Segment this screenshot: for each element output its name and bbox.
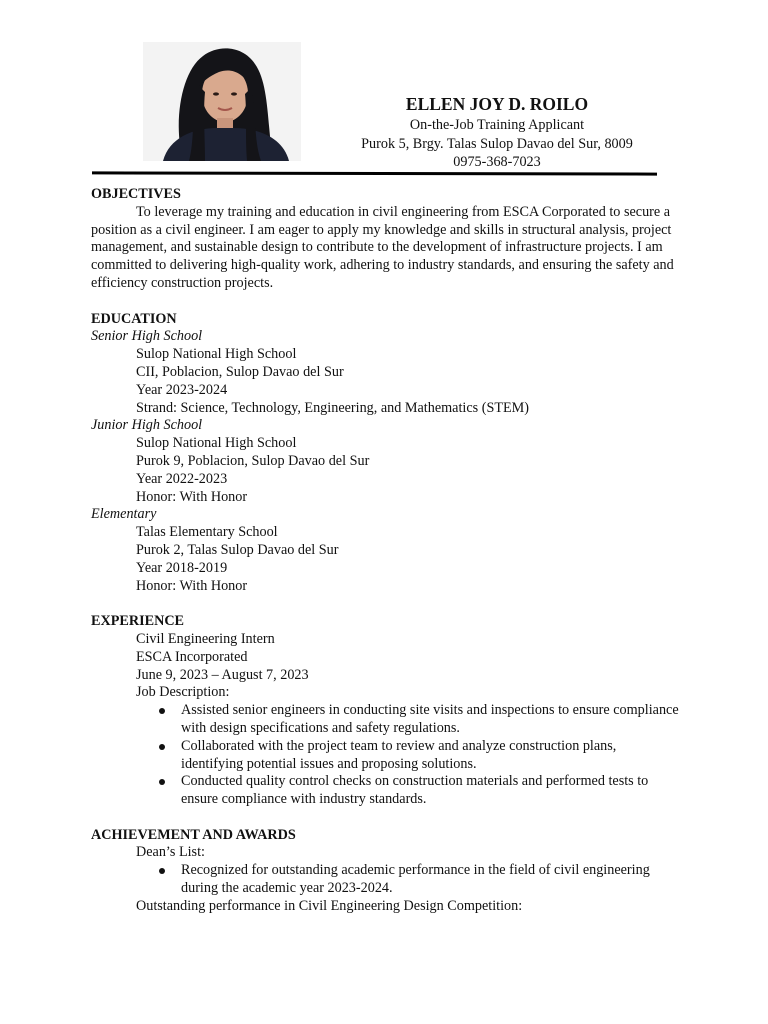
junior-high-address: Purok 9, Poblacion, Sulop Davao del Sur bbox=[136, 452, 370, 469]
list-item: Assisted senior engineers in conducting site visits and inspections to ensure compliance with design specifications and safety regulations. bbox=[181, 702, 681, 738]
senior-high-strand: Strand: Science, Technology, Engineering, and Mathematics (STEM) bbox=[136, 399, 530, 416]
profile-photo bbox=[143, 42, 301, 161]
list-item: Recognized for outstanding academic performance in the field of civil engineering during the academic year 2023-2024. bbox=[181, 862, 681, 898]
experience-company: ESCA Incorporated bbox=[136, 648, 248, 665]
senior-high-address: CII, Poblacion, Sulop Davao del Sur bbox=[136, 363, 344, 380]
elementary-level: Elementary bbox=[91, 506, 157, 523]
junior-high-level: Junior High School bbox=[91, 417, 203, 434]
objectives-text: To leverage my training and education in civil engineering from ESCA Corporated to secure a position as a civil engineer. I am eager to apply my knowledge and skills in structural analysis, project management, and sustainable design to contribute to the development of infrastructure projects. I am committed to delivering high-quality work, adhering to industry standards, and ensuring the safety and efficiency construction projects. bbox=[91, 203, 674, 291]
senior-high-school: Sulop National High School bbox=[136, 346, 297, 363]
award-deans-list: Dean’s List: bbox=[136, 844, 205, 861]
junior-high-honor: Honor: With Honor bbox=[136, 488, 248, 505]
bullet-icon bbox=[159, 868, 165, 874]
elementary-honor: Honor: With Honor bbox=[136, 577, 248, 594]
header-divider bbox=[92, 171, 657, 175]
senior-high-level: Senior High School bbox=[91, 328, 203, 345]
job-description-list bbox=[91, 702, 681, 809]
education-heading: EDUCATION bbox=[91, 310, 177, 327]
senior-high-year: Year 2023-2024 bbox=[136, 381, 228, 398]
bullet-icon bbox=[159, 744, 165, 750]
applicant-address: Purok 5, Brgy. Talas Sulop Davao del Sur, 8009 bbox=[361, 135, 633, 152]
applicant-name: ELLEN JOY D. ROILO bbox=[405, 94, 589, 114]
experience-dates: June 9, 2023 – August 7, 2023 bbox=[136, 666, 309, 683]
list-item: Collaborated with the project team to review and analyze construction plans, identifying potential issues and proposing solutions. bbox=[181, 738, 681, 774]
elementary-school: Talas Elementary School bbox=[136, 524, 278, 541]
list-item: Conducted quality control checks on construction materials and performed tests to ensure compliance with industry standards. bbox=[181, 773, 681, 809]
junior-high-year: Year 2022-2023 bbox=[136, 470, 228, 487]
experience-position: Civil Engineering Intern bbox=[136, 630, 275, 647]
bullet-icon bbox=[159, 779, 165, 785]
job-description-label: Job Description: bbox=[136, 684, 230, 701]
header-block bbox=[337, 92, 657, 172]
resume-body bbox=[91, 186, 681, 916]
applicant-phone: 0975-368-7023 bbox=[453, 154, 541, 170]
elementary-address: Purok 2, Talas Sulop Davao del Sur bbox=[136, 541, 339, 558]
objectives-heading: OBJECTIVES bbox=[91, 186, 181, 202]
applicant-role: On-the-Job Training Applicant bbox=[409, 117, 585, 133]
elementary-year: Year 2018-2019 bbox=[136, 559, 228, 576]
award-design-competition: Outstanding performance in Civil Engineering Design Competition: bbox=[136, 897, 523, 914]
experience-heading: EXPERIENCE bbox=[91, 613, 185, 630]
junior-high-school: Sulop National High School bbox=[136, 435, 297, 452]
bullet-icon bbox=[159, 708, 165, 714]
achievements-heading: ACHIEVEMENT AND AWARDS bbox=[91, 826, 296, 843]
award-deans-list-details bbox=[91, 862, 681, 898]
